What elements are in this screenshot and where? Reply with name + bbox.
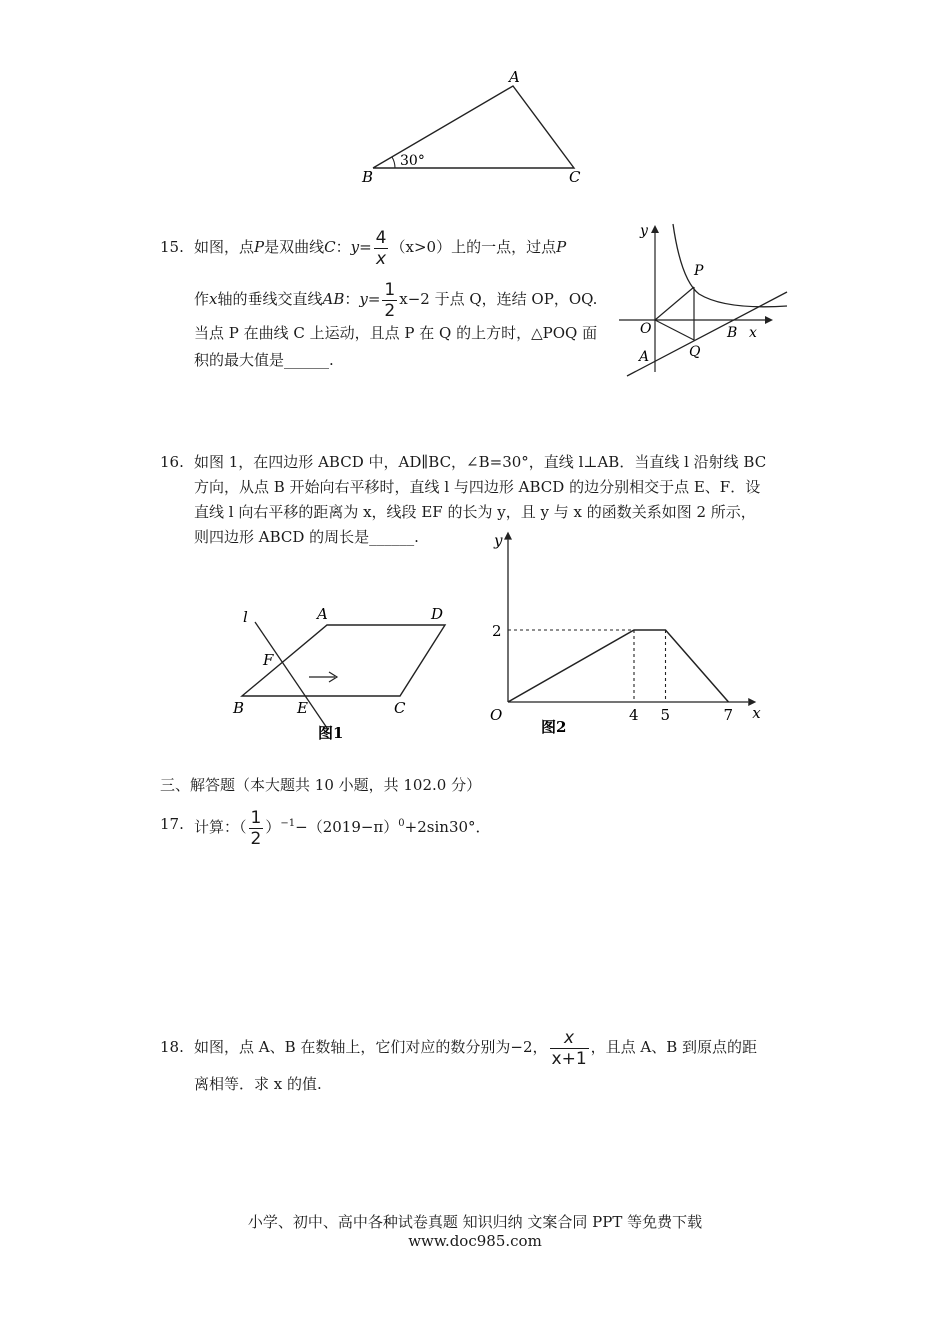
hyperbola-curve (673, 224, 787, 307)
y-axis-label: y (494, 531, 503, 550)
figure-2-graph (480, 531, 761, 745)
chart-plot (490, 532, 761, 724)
label-E: E (297, 699, 308, 717)
denominator: x+1 (551, 1048, 587, 1069)
label-A: A (639, 349, 650, 365)
text: +2sin30°． (404, 818, 491, 836)
text: 轴的垂线交直线 (217, 290, 323, 308)
section-heading: 三、解答题（本大题共 10 小题，共 102.0 分） (160, 776, 482, 794)
text: ： (335, 238, 351, 256)
fraction (374, 228, 389, 269)
figure-1-quadrilateral (225, 600, 465, 745)
label-P: P (694, 263, 704, 279)
fraction (550, 1028, 589, 1069)
label-A: A (317, 605, 328, 623)
fraction (382, 280, 397, 321)
label-B: B (233, 699, 245, 717)
question-number: 16. (160, 453, 184, 471)
text: ： (344, 290, 360, 308)
label-y: y (640, 223, 648, 239)
q15-line-2 (194, 277, 597, 321)
var: AB (322, 290, 345, 308)
var: C (324, 238, 336, 256)
denominator: 2 (384, 300, 396, 321)
condition: （x>0） (390, 238, 452, 256)
q18-line-1 (194, 1024, 757, 1070)
label-O: O (640, 321, 652, 337)
q15-line-1 (194, 224, 566, 270)
q16-line-2: 方向，从点 B 开始向右平移时，直线 l 与四边形 ABCD 的边分别相交于点 E、F．设 (194, 478, 761, 496)
x-tick-label: 7 (723, 706, 734, 724)
paren: ） (265, 818, 281, 836)
hyperbola-figure (615, 220, 790, 380)
origin-label: O (490, 706, 503, 724)
text: 作 (194, 290, 210, 308)
numerator: 1 (384, 279, 396, 300)
text: ，且点 A、B 到原点的距 (590, 1038, 758, 1056)
text: 计算： (194, 818, 240, 836)
label-A: A (509, 68, 520, 86)
y-tick-label: 2 (492, 622, 502, 640)
equation: y= (350, 238, 372, 256)
angle-arc (392, 157, 395, 168)
label-B: B (727, 325, 738, 341)
angle-label: 30° (400, 153, 425, 169)
q16-line-1: 如图 1，在四边形 ABCD 中，AD∥BC，∠B=30°，直线 l⊥AB．当直线 l 沿射线 BC (194, 453, 767, 471)
question-number: 18. (160, 1038, 184, 1056)
question-number: 17. (160, 815, 184, 833)
denominator: x (376, 248, 387, 269)
exponent: −1 (280, 818, 296, 829)
text: 如图，点 A、B 在数轴上，它们对应的数分别为−2， (194, 1038, 548, 1056)
x-axis-label: x (752, 704, 761, 722)
var: P (556, 238, 567, 256)
label-Q: Q (689, 344, 701, 360)
numerator: 4 (375, 227, 387, 248)
text: 是双曲线 (264, 238, 325, 256)
q16-line-3: 直线 l 向右平移的距离为 x，线段 EF 的长为 y，且 y 与 x 的函数关系如图 2 所示， (194, 503, 756, 521)
label-F: F (263, 651, 274, 669)
line-l (255, 622, 327, 728)
segment-OQ (655, 320, 694, 340)
label-x: x (749, 325, 757, 341)
segment-OP (655, 287, 694, 320)
caption-figure-1: 图1 (318, 724, 344, 742)
q18-line-2: 离相等．求 x 的值. (194, 1075, 322, 1093)
label-l: l (243, 608, 248, 626)
series-line (508, 630, 729, 702)
question-number: 15. (160, 238, 184, 256)
footer-url[interactable]: www.doc985.com (408, 1232, 542, 1250)
exponent: 0 (398, 818, 405, 829)
footer-advert: 小学、初中、高中各种试卷真题 知识归纳 文案合同 PPT 等免费下载 (247, 1213, 703, 1231)
label-C: C (394, 699, 406, 717)
q15-line-4: 积的最大值是______. (194, 351, 334, 369)
q16-line-4: 则四边形 ABCD 的周长是______. (194, 528, 419, 546)
q17-expression (194, 802, 491, 849)
label-B: B (362, 168, 374, 186)
triangle-figure (355, 62, 595, 190)
text: −（2019−π） (295, 818, 399, 836)
label-C: C (569, 168, 581, 186)
x-axis-arrow (765, 316, 773, 324)
numerator: x (564, 1027, 575, 1048)
x-tick-label: 5 (660, 706, 671, 724)
denominator: 2 (250, 828, 262, 849)
fraction (249, 808, 264, 849)
x-tick-label: 4 (629, 706, 639, 724)
y-axis-arrow (504, 532, 512, 540)
label-D: D (431, 605, 444, 623)
caption-figure-2: 图2 (541, 718, 567, 736)
numerator: 1 (250, 807, 262, 828)
y-axis-arrow (651, 225, 659, 233)
var: x (209, 290, 218, 308)
paren: （ (239, 818, 247, 836)
q15-line-3: 当点 P 在曲线 C 上运动，且点 P 在 Q 的上方时，△POQ 面 (194, 324, 598, 342)
text: x−2 于点 Q，连结 OP，OQ. (399, 290, 598, 308)
var: P (254, 238, 265, 256)
equation: y= (359, 290, 381, 308)
text: 如图，点 (194, 238, 255, 256)
text: 上的一点，过点 (451, 238, 557, 256)
